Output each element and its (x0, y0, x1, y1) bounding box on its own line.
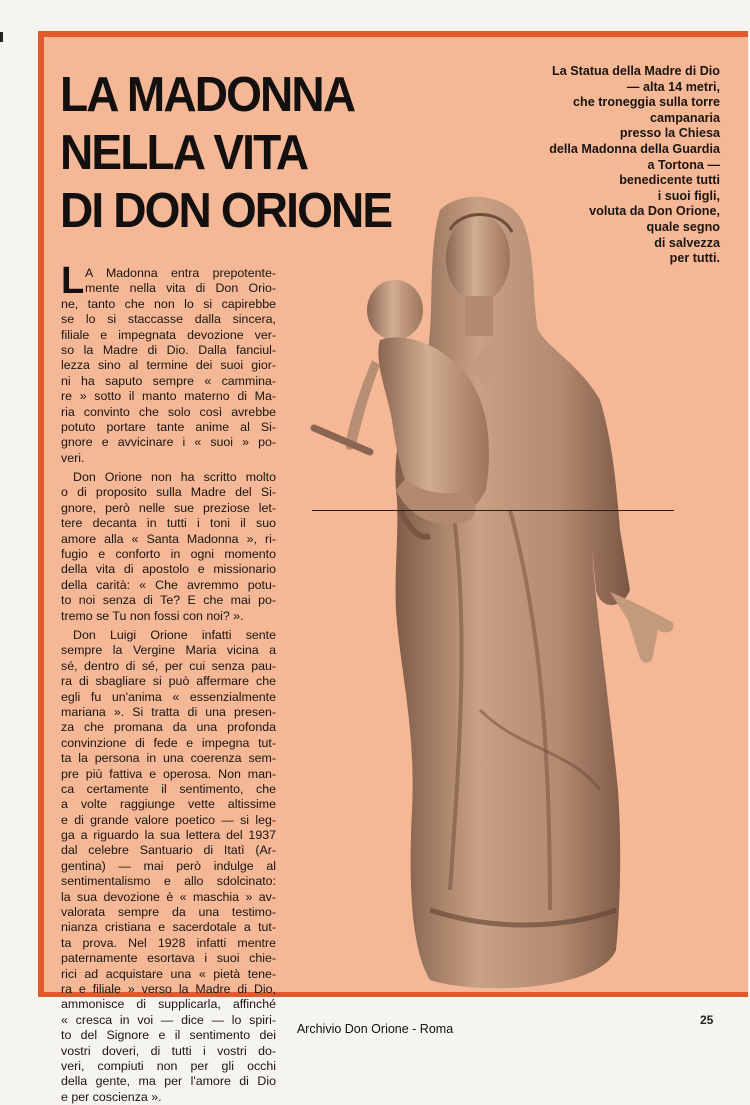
archive-footer: Archivio Don Orione - Roma (296, 1022, 454, 1036)
caption-line: quale segno (646, 219, 720, 234)
body-line: a volte raggiunge vette altissime (61, 797, 276, 812)
body-line: della vita di apostolo e missionario (61, 562, 276, 577)
horizontal-rule (312, 510, 674, 511)
body-line: o di proposito sulla Madre del Si- (61, 485, 276, 500)
body-line: gnore e avvicinare i « suoi » po- (61, 435, 276, 450)
body-line: ta la persona in una coerenza sem- (61, 751, 276, 766)
body-line: « cresca in voi — dice — lo spiri- (61, 1012, 276, 1027)
title-line: NELLA VITA (60, 126, 308, 180)
body-line: vostri doveri, di tutti i vostri do- (61, 1043, 276, 1058)
body-line: ra di sbagliare si può affermare che (61, 674, 276, 689)
body-line: amore alla « Santa Madonna », ri- (61, 531, 276, 546)
caption-line: campanaria (649, 110, 720, 125)
caption-line: benedicente tutti (619, 173, 720, 188)
body-line: ca certamente il sentimento, che (61, 781, 276, 796)
body-line: sentimentalismo e allo sdolcinato: (61, 874, 276, 889)
body-line: se lo si staccasse dalla sincera, (61, 312, 276, 327)
caption-line: per tutti. (669, 251, 720, 266)
body-line: gnore, però nelle sue preziose let- (61, 500, 276, 515)
caption-line: a Tortona — (647, 157, 720, 172)
body-line: to del Signore e il sentimento dei (61, 1028, 276, 1043)
caption-line: i suoi figli, (657, 188, 720, 203)
child-arm-scepter (346, 360, 380, 450)
body-line: valorata sempre da una testimo- (61, 905, 276, 920)
madonna-hand (610, 592, 674, 663)
body-line: convinzione di fede e impegna tut- (61, 735, 276, 750)
body-line: ria convinto che solo così avrebbe (61, 404, 276, 419)
body-line: so la Madre di Dio. Dalla fanciul- (61, 342, 276, 357)
body-line: za che promana da una profonda (61, 720, 276, 735)
body-line: Don Luigi Orione infatti sente (73, 627, 276, 642)
body-line: egli fu un'anima « essenzialmente (61, 689, 276, 704)
article-body (61, 266, 276, 1105)
body-line: fugio e conforto in ogni momento (61, 547, 276, 562)
page-number: 25 (700, 1013, 714, 1027)
body-line: e di grande valore poetico — si leg- (61, 812, 276, 827)
body-line: filiale e impegnata devozione ver- (61, 327, 276, 342)
body-line: sempre la Vergine Maria vicina a (61, 643, 276, 658)
body-line: ne, tanto che non lo si capirebbe (61, 296, 276, 311)
body-line: re » sotto il manto materno di Ma- (61, 389, 276, 404)
child-head (367, 280, 423, 340)
body-line: la sua devozione è « maschia » av- (61, 889, 276, 904)
caption-line: che troneggia sulla torre (573, 95, 720, 110)
scan-edge-mark (0, 32, 3, 42)
body-line: tremo se Tu non fossi con noi? ». (61, 608, 244, 623)
caption-line: presso la Chiesa (619, 126, 720, 141)
body-line: gentina) — mai però indulge al (61, 858, 276, 873)
body-line: dal celebre Santuario di Itatì (Ar- (61, 843, 276, 858)
madonna-face (446, 214, 510, 302)
body-line: mente nella vita di Don Orio- (85, 281, 276, 296)
body-line: della gente, ma per l'amore di Dio (61, 1074, 276, 1089)
body-line: pre più fattiva e operosa. Non man- (61, 766, 276, 781)
caption-line: voluta da Don Orione, (589, 204, 720, 219)
caption-line: — alta 14 metri, (626, 79, 720, 94)
body-line: veri. (61, 450, 85, 465)
title-line: DI DON ORIONE (60, 184, 392, 238)
body-line: ga a riguardo la sua lettera del 1937 (61, 828, 276, 843)
body-line: lezza sino al termine dei suoi gior- (61, 358, 276, 373)
body-line: ni ha saputo sempre « cammina- (61, 373, 276, 388)
body-line: della carità: « Che avremmo potu- (61, 577, 276, 592)
body-line: mariana ». Si tratta di una presen- (61, 704, 276, 719)
body-line: ra e filiale » verso la Madre di Dio, (61, 981, 276, 996)
body-line: veri, compiuti non per gli occhi (61, 1058, 276, 1073)
body-line: sé, dentro di sé, per cui senza pau- (61, 658, 276, 673)
body-line: ta prova. Nel 1928 infatti mentre (61, 935, 276, 950)
madonna-statue-image (300, 190, 710, 995)
drop-cap: L (61, 260, 85, 302)
madonna-veil (395, 197, 630, 989)
body-line: rici ad acquistare una « pietà tene- (61, 966, 276, 981)
scepter (314, 428, 370, 452)
body-line: e per coscienza ». (61, 1089, 162, 1104)
body-line: paternamente esortava i suoi chie- (61, 951, 276, 966)
body-line: A Madonna entra prepotente- (85, 266, 276, 280)
body-line: nianza cristiana e sacerdotale a tut- (61, 920, 276, 935)
body-line: Don Orione non ha scritto molto (73, 470, 276, 485)
caption-line: di salvezza (654, 235, 720, 250)
body-line: potuto portare tante anime al Si- (61, 419, 276, 434)
body-line: to noi senza di Te? E che mai po- (61, 593, 276, 608)
caption-line: della Madonna della Guardia (549, 141, 720, 156)
body-line: tere decanta in tutti i toni il suo (61, 516, 276, 531)
title-line: LA MADONNA (60, 68, 355, 122)
caption-line: La Statua della Madre di Dio (552, 64, 720, 78)
body-line: ammonisce di supplicarla, affinché (61, 997, 276, 1012)
